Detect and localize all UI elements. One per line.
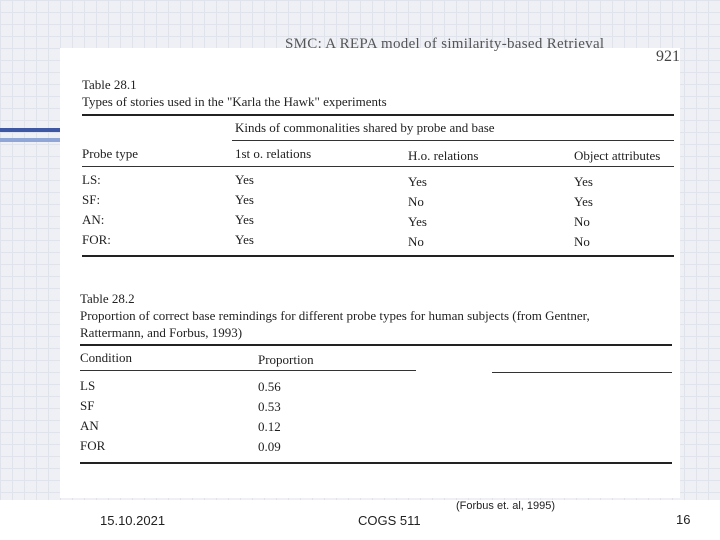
running-head: [285, 36, 680, 53]
table1-cell: Yes: [574, 174, 593, 189]
citation: (Forbus et. al, 1995): [456, 500, 556, 512]
accent-bar-dark: [0, 128, 66, 132]
table2-label: Table 28.2: [80, 291, 135, 306]
table2-cell: 0.12: [258, 419, 281, 434]
accent-bars: [0, 128, 66, 152]
table1-cell: Yes: [408, 214, 427, 229]
table1-cell: No: [574, 234, 590, 249]
table1-cell: Yes: [235, 192, 254, 207]
table1-label: Table 28.1: [82, 77, 137, 92]
table1-cell: Yes: [235, 212, 254, 227]
table1-cell: Yes: [574, 194, 593, 209]
table2-cell: FOR: [80, 438, 106, 453]
table1-cell: SF:: [82, 192, 101, 207]
table1-cell: No: [408, 194, 424, 209]
table1-col-higher-order: H.o. relations: [408, 148, 479, 163]
slide-date: 15.10.2021: [100, 513, 166, 528]
table1-cell: Yes: [235, 232, 254, 247]
table2-col-condition: Condition: [80, 350, 133, 365]
slide-number: 16: [676, 512, 691, 527]
book-page-number: 921: [656, 48, 680, 65]
slide-course: COGS 511: [358, 513, 421, 528]
table1-cell: Yes: [235, 172, 254, 187]
table1-top-rule: [82, 114, 674, 116]
table1-col-probe-type: Probe type: [82, 146, 138, 161]
table2-caption-line2: Rattermann, and Forbus, 1993): [80, 325, 243, 340]
table1-bottom-rule: [82, 255, 674, 257]
table1-group-rule: [232, 140, 674, 141]
table2-cell: AN: [80, 418, 99, 433]
table2-caption-line1: Proportion of correct base remindings for different probe types for human subjects (from Gentner,: [80, 308, 590, 323]
table1-cell: LS:: [82, 172, 101, 187]
table2-cell: SF: [80, 398, 95, 413]
table2-cell: 0.56: [258, 379, 281, 394]
table2-cell: 0.53: [258, 399, 281, 414]
table1-cell: FOR:: [82, 232, 111, 247]
accent-bar-light: [0, 138, 66, 142]
table2-header-rule-left: [80, 370, 416, 371]
table2-cell: 0.09: [258, 439, 281, 454]
scanned-book-page: [60, 36, 680, 498]
table1-cell: Yes: [408, 174, 427, 189]
table1-header-rule: [82, 166, 674, 167]
table2-col-proportion: Proportion: [258, 352, 314, 367]
table1-group-header: Kinds of commonalities shared by probe and base: [235, 120, 495, 135]
table1-cell: No: [574, 214, 590, 229]
table1-title: Types of stories used in the "Karla the Hawk" experiments: [82, 94, 387, 109]
running-head-title: SMC: A REPA model of similarity-based Retrieval: [285, 36, 605, 52]
table2-header-rule-right: [492, 372, 672, 373]
table1-col-first-order: 1st o. relations: [235, 146, 312, 161]
table1-cell: No: [408, 234, 424, 249]
table2-top-rule: [80, 344, 672, 346]
table1-cell: AN:: [82, 212, 105, 227]
table1-col-object-attributes: Object attributes: [574, 148, 661, 163]
table2-cell: LS: [80, 378, 96, 393]
table2-bottom-rule: [80, 462, 672, 464]
